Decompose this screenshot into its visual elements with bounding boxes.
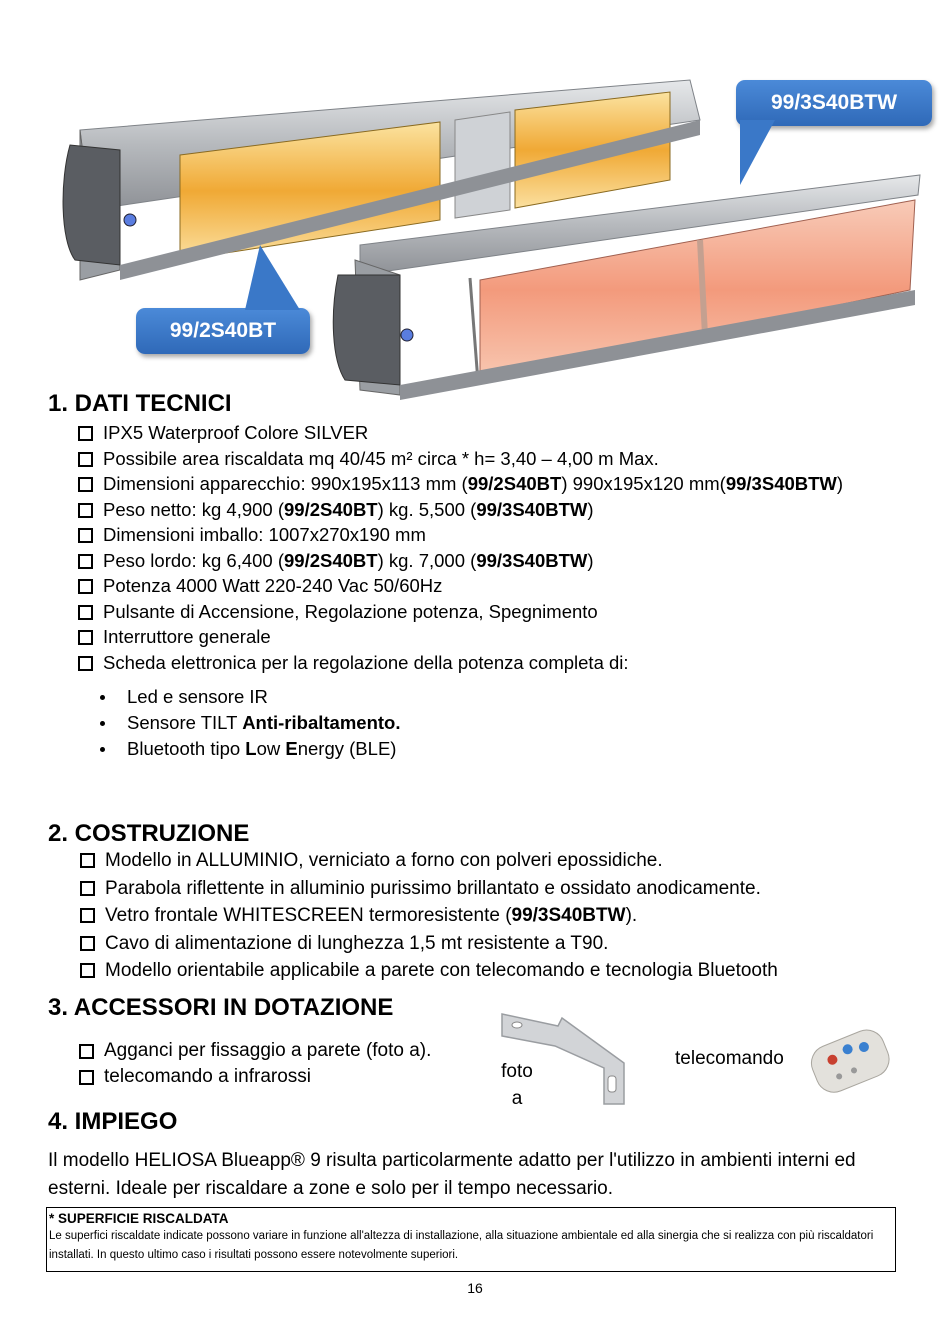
- list-item: [77, 957, 778, 985]
- checkbox-icon: [78, 528, 93, 543]
- costruzione-list: [77, 847, 778, 985]
- item-text: telecomando a infrarossi: [104, 1065, 311, 1087]
- section-title-accessori: 3. ACCESSORI IN DOTAZIONE: [48, 994, 394, 1021]
- item-text: ): [587, 549, 594, 571]
- item-text: Led e sensore IR: [127, 686, 268, 707]
- scheda-features-list: [100, 684, 400, 762]
- checkbox-icon: [78, 630, 93, 645]
- checkbox-icon: [78, 554, 93, 569]
- item-text: Dimensioni imballo: 1007x270x190 mm: [103, 524, 426, 545]
- checkbox-icon: [78, 656, 93, 671]
- checkbox-icon: [78, 477, 93, 492]
- superficie-note: [46, 1207, 896, 1272]
- item-bold-text: E: [285, 738, 298, 759]
- item-text: ).: [625, 905, 638, 926]
- item-text: Modello orientabile applicabile a parete con telecomando e tecnologia Bluetooth: [105, 960, 778, 981]
- item-bold-text: L: [245, 738, 257, 759]
- checkbox-icon: [80, 963, 95, 978]
- checkbox-icon: [80, 881, 95, 896]
- item-text: Bluetooth tipo: [127, 738, 246, 759]
- remote-control-photo: [805, 1025, 897, 1101]
- item-text: ) kg. 5,500 (: [377, 498, 477, 520]
- bullet-icon: [100, 695, 105, 700]
- impiego-text: Il modello HELIOSA Blueapp® 9 risulta particolarmente adatto per l'utilizzo in ambienti interni ed esterni. Ideale per riscaldare a zone e solo per il tempo necessario.: [48, 1150, 856, 1199]
- item-text: nergy (BLE): [297, 738, 397, 759]
- item-bold-text: 99/3S40BTW: [725, 473, 837, 494]
- telecomando-label: telecomando: [675, 1048, 784, 1069]
- bullet-icon: [100, 747, 105, 752]
- checkbox-icon: [80, 853, 95, 868]
- item-text: Possibile area riscaldata mq 40/45 m² circa * h= 3,40 – 4,00 m Max.: [103, 447, 659, 469]
- checkbox-icon: [79, 1044, 94, 1059]
- checkbox-icon: [78, 426, 93, 441]
- item-bold-text: 99/3S40BTW: [476, 549, 588, 571]
- note-text: Le superfici riscaldate indicate possono variare in funzione all'altezza di installazione, alla situazione ambientale ed alla sinergia che si realizza con più riscaldatori installati. In questo ultimo caso i risultati possono essere notevolmente superiori.: [49, 1230, 874, 1261]
- list-item: [75, 497, 843, 523]
- checkbox-icon: [78, 579, 93, 594]
- bullet-item: [100, 710, 400, 736]
- item-text: Peso netto: kg 4,900 (: [103, 498, 285, 520]
- bullet-item: [100, 684, 400, 710]
- section-title-costruzione: 2. COSTRUZIONE: [48, 820, 250, 847]
- list-item: [75, 624, 843, 650]
- checkbox-icon: [79, 1070, 94, 1085]
- item-bold-text: Anti-ribaltamento.: [242, 712, 401, 733]
- list-item: [77, 875, 778, 903]
- callout-label: 99/3S40BTW: [770, 91, 898, 114]
- list-item: [75, 420, 843, 446]
- list-item: [75, 599, 843, 625]
- item-text: Vetro frontale WHITESCREEN termoresistente (: [105, 905, 512, 926]
- item-text: Potenza 4000 Watt 220-240 Vac 50/60Hz: [103, 575, 443, 596]
- checkbox-icon: [80, 936, 95, 951]
- list-item: [75, 471, 843, 497]
- item-text: Cavo di alimentazione di lunghezza 1,5 mt resistente a T90.: [105, 932, 609, 954]
- checkbox-icon: [80, 908, 95, 923]
- list-item: [75, 522, 843, 548]
- list-item: [76, 1038, 431, 1064]
- list-item: [75, 573, 843, 599]
- dati-tecnici-list: [75, 420, 843, 675]
- list-item: [75, 446, 843, 472]
- item-text: Agganci per fissaggio a parete (foto a).: [104, 1040, 432, 1061]
- callout-label: 99/2S40BT: [169, 319, 277, 342]
- item-text: Scheda elettronica per la regolazione della potenza completa di:: [103, 651, 629, 673]
- item-bold-text: 99/2S40BT: [284, 498, 378, 520]
- foto-label-line2: a: [511, 1088, 523, 1109]
- list-item: [77, 930, 778, 958]
- item-text: ) kg. 7,000 (: [377, 549, 477, 571]
- item-text: ): [836, 473, 844, 494]
- item-bold-text: 99/3S40BTW: [511, 905, 626, 926]
- item-bold-text: 99/2S40BT: [467, 473, 562, 494]
- callout-pointer-left: [230, 245, 300, 315]
- bullet-icon: [100, 721, 105, 726]
- bracket-photo: [500, 1008, 630, 1108]
- list-item: [75, 548, 843, 574]
- section-title-impiego: 4. IMPIEGO: [48, 1108, 178, 1135]
- item-text: Parabola riflettente in alluminio purissimo brillantato e ossidato anodicamente.: [105, 877, 761, 899]
- checkbox-icon: [78, 605, 93, 620]
- item-text: IPX5 Waterproof Colore SILVER: [103, 422, 369, 443]
- item-text: Pulsante di Accensione, Regolazione potenza, Spegnimento: [103, 600, 598, 622]
- checkbox-icon: [78, 452, 93, 467]
- item-text: Dimensioni apparecchio: 990x195x113 mm (: [103, 473, 468, 494]
- list-item: [77, 902, 778, 930]
- page-number: 16: [467, 1280, 483, 1296]
- item-text: Peso lordo: kg 6,400 (: [103, 549, 284, 571]
- item-text: Interruttore generale: [103, 626, 271, 647]
- item-text: ow: [256, 738, 286, 759]
- section-title-dati-tecnici: 1. DATI TECNICI: [48, 390, 232, 417]
- accessori-list: [76, 1038, 431, 1089]
- item-bold-text: 99/2S40BT: [284, 549, 378, 571]
- callout-pointer-right: [735, 120, 795, 190]
- item-text: Modello in ALLUMINIO, verniciato a forno con polveri epossidiche.: [105, 850, 663, 871]
- list-item: [75, 650, 843, 676]
- item-text: Sensore TILT: [127, 712, 243, 733]
- bullet-item: [100, 736, 400, 762]
- checkbox-icon: [78, 503, 93, 518]
- list-item: [77, 847, 778, 875]
- item-text: ): [587, 498, 594, 520]
- foto-label-line1: foto: [501, 1061, 533, 1082]
- item-text: ) 990x195x120 mm(: [561, 473, 726, 494]
- item-bold-text: 99/3S40BTW: [476, 498, 588, 520]
- note-title: * SUPERFICIE RISCALDATA: [49, 1211, 229, 1226]
- list-item: [76, 1064, 431, 1090]
